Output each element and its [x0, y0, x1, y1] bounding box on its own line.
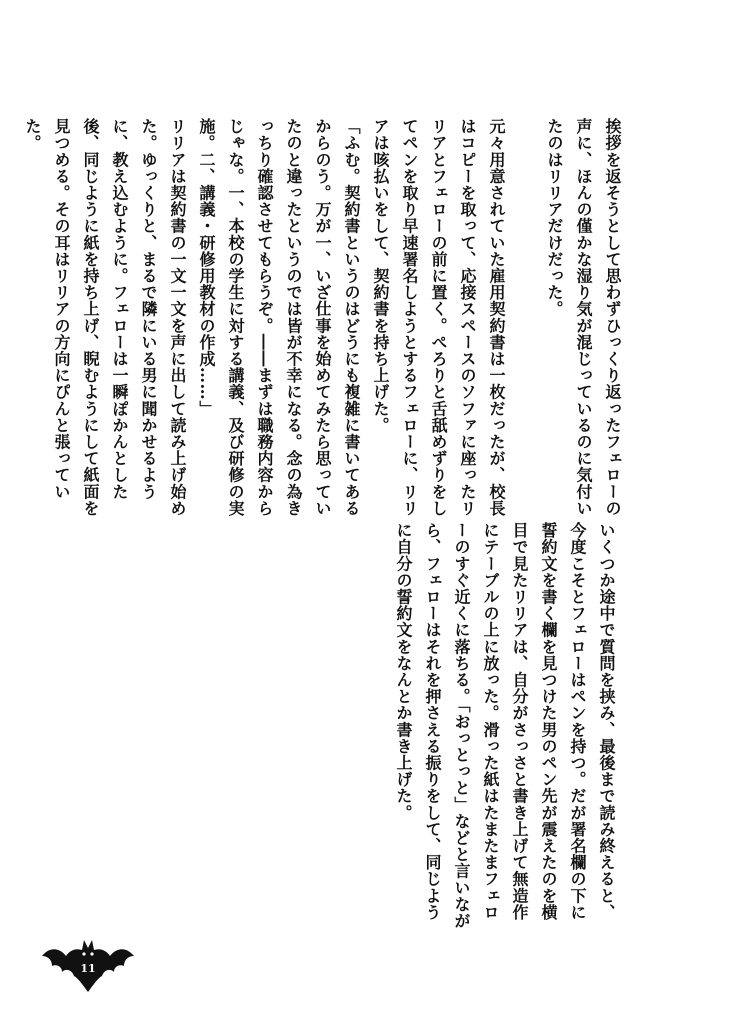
paragraph-2: 元々用意されていた雇用契約書は一枚だったが、校長はコピーを取って、応接スペースのソファに座ったリリアとフェローの前に置く。ぺろりと舌舐めずりをしてペンを取り早速署名しようとするフェローに、リリアは咳払いをして、契約書を持ち上げた。 — [371, 118, 506, 517]
upper-text-column — [23, 118, 627, 518]
paragraph-5: いくつか途中で質問を挟み、最後まで読み終えると、今度こそとフェローはペンを持つ。だが署名欄の下に誓約文を書く欄を見つけた男のペン先が震えたのを横目で見たリリアは、自分がさっさと書き上げて無造作にテーブルの上に放った。滑った紙はたまたまフェローのすぐ近くに落ちる。「おっとっと」などと言いながら、フェローはそれを押さえる振りをして、同じように自分の誓約文をなんとか書き上げた。 — [394, 522, 616, 929]
page-number-ornament — [40, 934, 136, 994]
lower-text-column — [371, 522, 621, 932]
paragraph-4: リリアは契約書の一文一文を声に出して読み上げ始めた。ゆっくりと、まるで隣にいる男に聞かせるように、教え込むように。フェローは一瞬ぽかんとした後、同じように紙を持ち上げ、睨むようにして紙面を見つめる。その耳はリリアの方向にぴんと張っていた。 — [23, 118, 187, 517]
paragraph-1: 挨拶を返そうとして思わずひっくり返ったフェローの声に、ほんの僅かな湿り気が混じっているのに気付いたのはリリアだけだった。 — [545, 118, 622, 517]
blank-line — [511, 118, 540, 518]
page-number: 11 — [80, 962, 96, 975]
paragraph-3: 「ふむ。契約書というのはどうにも複雑に書いてあるからのう。万が一、いざ仕事を始めてみたら思っていたのと違ったというのでは皆が不幸になる。念の為きっちり確認させてもらうぞ。――まずは職務内容からじゃな。一、本校の学生に対する講義、及び研修の実施。二、講義・研修用教材の作成……」 — [197, 118, 361, 517]
